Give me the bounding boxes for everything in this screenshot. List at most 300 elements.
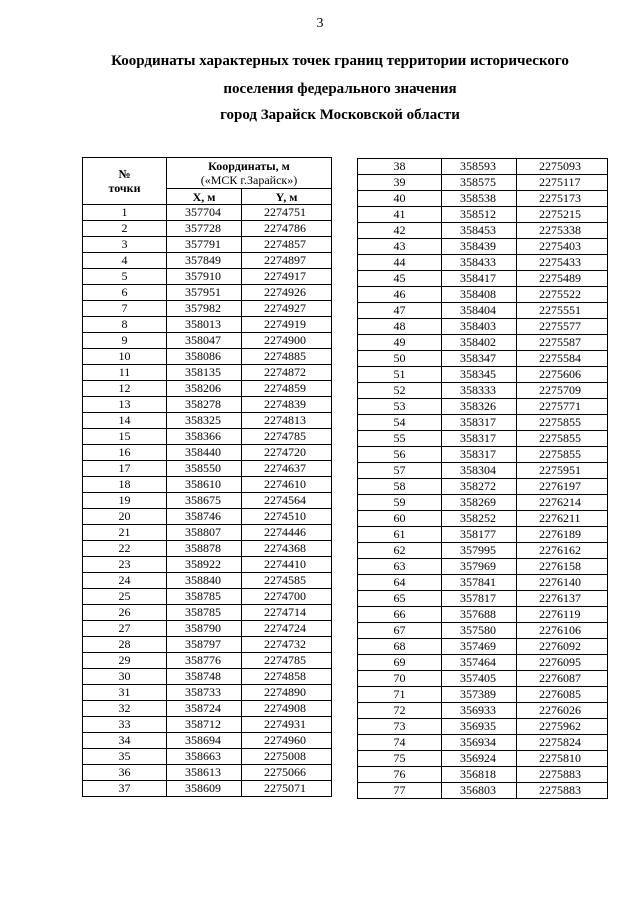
y-coordinate-cell: 2275522: [517, 287, 608, 303]
point-number-cell: 35: [83, 749, 167, 765]
x-coordinate-cell: 357469: [442, 639, 517, 655]
point-number-cell: 32: [83, 701, 167, 717]
y-column-header: Y, м: [242, 189, 332, 205]
point-word: точки: [108, 181, 141, 195]
point-number-cell: 74: [358, 735, 442, 751]
point-number-cell: 56: [358, 447, 442, 463]
x-coordinate-cell: 357995: [442, 543, 517, 559]
x-coordinate-cell: 358610: [167, 477, 242, 493]
table-row: [358, 319, 608, 335]
table-header-row: [83, 158, 332, 174]
coordinates-table-left: [82, 157, 332, 797]
table-row: [83, 605, 332, 621]
x-coordinate-cell: 357841: [442, 575, 517, 591]
y-coordinate-cell: 2275489: [517, 271, 608, 287]
right-table-body: [358, 159, 608, 799]
y-coordinate-cell: 2275008: [242, 749, 332, 765]
table-row: [83, 733, 332, 749]
x-coordinate-cell: 358135: [167, 365, 242, 381]
table-row: [83, 205, 332, 221]
x-coordinate-cell: 358403: [442, 319, 517, 335]
y-coordinate-cell: 2275215: [517, 207, 608, 223]
y-coordinate-cell: 2275551: [517, 303, 608, 319]
x-coordinate-cell: 357728: [167, 221, 242, 237]
y-coordinate-cell: 2275606: [517, 367, 608, 383]
x-coordinate-cell: 358086: [167, 349, 242, 365]
point-number-cell: 75: [358, 751, 442, 767]
x-coordinate-cell: 358512: [442, 207, 517, 223]
point-number-cell: 57: [358, 463, 442, 479]
table-row: [358, 543, 608, 559]
x-coordinate-cell: 356934: [442, 735, 517, 751]
y-coordinate-cell: 2275117: [517, 175, 608, 191]
table-row: [358, 511, 608, 527]
point-number-cell: 41: [358, 207, 442, 223]
point-number-cell: 65: [358, 591, 442, 607]
point-number-cell: 1: [83, 205, 167, 221]
x-coordinate-cell: 358272: [442, 479, 517, 495]
y-coordinate-cell: 2274931: [242, 717, 332, 733]
table-row: [83, 749, 332, 765]
y-coordinate-cell: 2274785: [242, 429, 332, 445]
title-line-1: Координаты характерных точек границ территории исторического: [111, 53, 569, 69]
x-coordinate-cell: 358538: [442, 191, 517, 207]
x-coordinate-cell: 358317: [442, 431, 517, 447]
y-coordinate-cell: 2274927: [242, 301, 332, 317]
y-coordinate-cell: 2276095: [517, 655, 608, 671]
table-row: [83, 637, 332, 653]
x-coordinate-cell: 358333: [442, 383, 517, 399]
y-coordinate-cell: 2275855: [517, 415, 608, 431]
y-coordinate-cell: 2274610: [242, 477, 332, 493]
point-number-cell: 15: [83, 429, 167, 445]
y-coordinate-cell: 2275771: [517, 399, 608, 415]
x-coordinate-cell: 358326: [442, 399, 517, 415]
x-coordinate-cell: 358317: [442, 447, 517, 463]
table-row: [358, 367, 608, 383]
y-coordinate-cell: 2274872: [242, 365, 332, 381]
x-coordinate-cell: 358807: [167, 525, 242, 541]
table-row: [358, 431, 608, 447]
point-number-cell: 27: [83, 621, 167, 637]
point-number-cell: 72: [358, 703, 442, 719]
point-number-cell: 53: [358, 399, 442, 415]
y-coordinate-cell: 2276106: [517, 623, 608, 639]
point-number-cell: 16: [83, 445, 167, 461]
point-number-cell: 31: [83, 685, 167, 701]
x-coordinate-cell: 358325: [167, 413, 242, 429]
coordinates-table-right: [357, 158, 608, 799]
x-coordinate-cell: 358733: [167, 685, 242, 701]
table-row: [83, 589, 332, 605]
x-coordinate-cell: 356818: [442, 767, 517, 783]
y-coordinate-cell: 2275962: [517, 719, 608, 735]
y-coordinate-cell: 2274857: [242, 237, 332, 253]
x-coordinate-cell: 358252: [442, 511, 517, 527]
point-number-cell: 77: [358, 783, 442, 799]
y-coordinate-cell: 2274786: [242, 221, 332, 237]
table-row: [83, 477, 332, 493]
point-number-cell: 22: [83, 541, 167, 557]
point-number-cell: 52: [358, 383, 442, 399]
y-coordinate-cell: 2274900: [242, 333, 332, 349]
y-coordinate-cell: 2276211: [517, 511, 608, 527]
x-coordinate-cell: 357580: [442, 623, 517, 639]
y-coordinate-cell: 2275587: [517, 335, 608, 351]
table-row: [358, 751, 608, 767]
point-number-cell: 61: [358, 527, 442, 543]
point-number-cell: 60: [358, 511, 442, 527]
x-coordinate-cell: 357951: [167, 285, 242, 301]
point-number-cell: 64: [358, 575, 442, 591]
table-row: [358, 639, 608, 655]
x-coordinate-cell: 357910: [167, 269, 242, 285]
y-coordinate-cell: 2276119: [517, 607, 608, 623]
y-coordinate-cell: 2274751: [242, 205, 332, 221]
table-row: [358, 191, 608, 207]
x-coordinate-cell: 357817: [442, 591, 517, 607]
point-number-cell: 6: [83, 285, 167, 301]
y-coordinate-cell: 2274732: [242, 637, 332, 653]
table-row: [358, 351, 608, 367]
point-number-cell: 8: [83, 317, 167, 333]
point-number-cell: 40: [358, 191, 442, 207]
table-row: [358, 575, 608, 591]
table-row: [83, 413, 332, 429]
y-coordinate-cell: 2274714: [242, 605, 332, 621]
y-coordinate-cell: 2274724: [242, 621, 332, 637]
y-coordinate-cell: 2274720: [242, 445, 332, 461]
point-number-cell: 29: [83, 653, 167, 669]
table-row: [358, 287, 608, 303]
x-coordinate-cell: 358748: [167, 669, 242, 685]
point-number-cell: 11: [83, 365, 167, 381]
table-row: [358, 687, 608, 703]
x-coordinate-cell: 358440: [167, 445, 242, 461]
x-coordinate-cell: 356933: [442, 703, 517, 719]
x-coordinate-cell: 358746: [167, 509, 242, 525]
y-coordinate-cell: 2275709: [517, 383, 608, 399]
y-coordinate-cell: 2274926: [242, 285, 332, 301]
table-row: [83, 333, 332, 349]
y-coordinate-cell: 2275824: [517, 735, 608, 751]
point-number-cell: 58: [358, 479, 442, 495]
x-coordinate-cell: 358345: [442, 367, 517, 383]
title-line-2: поселения федерального значения: [223, 81, 457, 97]
table-row: [83, 381, 332, 397]
table-row: [83, 525, 332, 541]
x-coordinate-cell: 358013: [167, 317, 242, 333]
table-row: [83, 445, 332, 461]
table-row: [83, 509, 332, 525]
point-number-cell: 3: [83, 237, 167, 253]
table-row: [83, 317, 332, 333]
x-coordinate-cell: 358694: [167, 733, 242, 749]
y-coordinate-cell: 2274446: [242, 525, 332, 541]
table-row: [358, 495, 608, 511]
y-coordinate-cell: 2274897: [242, 253, 332, 269]
point-number-cell: 26: [83, 605, 167, 621]
y-coordinate-cell: 2276214: [517, 495, 608, 511]
coordinate-system-header: («МСК г.Зарайск»): [167, 173, 332, 189]
table-row: [358, 271, 608, 287]
point-number-cell: 49: [358, 335, 442, 351]
table-row: [83, 701, 332, 717]
point-number-cell: 54: [358, 415, 442, 431]
y-coordinate-cell: 2274890: [242, 685, 332, 701]
y-coordinate-cell: 2274564: [242, 493, 332, 509]
y-coordinate-cell: 2276140: [517, 575, 608, 591]
x-coordinate-cell: 357389: [442, 687, 517, 703]
x-coordinate-cell: 358785: [167, 605, 242, 621]
table-row: [83, 621, 332, 637]
y-coordinate-cell: 2275577: [517, 319, 608, 335]
table-row: [83, 573, 332, 589]
y-coordinate-cell: 2274839: [242, 397, 332, 413]
point-number-cell: 67: [358, 623, 442, 639]
y-coordinate-cell: 2276085: [517, 687, 608, 703]
x-coordinate-cell: 358675: [167, 493, 242, 509]
y-coordinate-cell: 2275883: [517, 783, 608, 799]
x-coordinate-cell: 356935: [442, 719, 517, 735]
point-number-cell: 13: [83, 397, 167, 413]
point-number-cell: 38: [358, 159, 442, 175]
x-coordinate-cell: 357405: [442, 671, 517, 687]
y-coordinate-cell: 2275403: [517, 239, 608, 255]
table-row: [358, 223, 608, 239]
x-coordinate-cell: 357704: [167, 205, 242, 221]
table-row: [358, 159, 608, 175]
y-coordinate-cell: 2274785: [242, 653, 332, 669]
point-number-cell: 37: [83, 781, 167, 797]
point-number-cell: 62: [358, 543, 442, 559]
x-coordinate-cell: 358433: [442, 255, 517, 271]
x-coordinate-cell: 357849: [167, 253, 242, 269]
x-coordinate-cell: 356924: [442, 751, 517, 767]
point-number-cell: 68: [358, 639, 442, 655]
point-number-cell: 2: [83, 221, 167, 237]
point-number-cell: 36: [83, 765, 167, 781]
x-coordinate-cell: 358776: [167, 653, 242, 669]
y-coordinate-cell: 2274917: [242, 269, 332, 285]
table-row: [83, 765, 332, 781]
point-number-cell: 70: [358, 671, 442, 687]
point-number-cell: 12: [83, 381, 167, 397]
point-number-cell: 76: [358, 767, 442, 783]
table-row: [83, 349, 332, 365]
x-coordinate-cell: 358550: [167, 461, 242, 477]
table-row: [83, 653, 332, 669]
point-number-cell: 51: [358, 367, 442, 383]
y-coordinate-cell: 2275338: [517, 223, 608, 239]
left-table-body: [83, 205, 332, 797]
y-coordinate-cell: 2276162: [517, 543, 608, 559]
table-row: [358, 303, 608, 319]
y-coordinate-cell: 2275066: [242, 765, 332, 781]
y-coordinate-cell: 2275810: [517, 751, 608, 767]
table-row: [358, 383, 608, 399]
table-row: [83, 397, 332, 413]
point-number-cell: 47: [358, 303, 442, 319]
table-row: [83, 557, 332, 573]
table-row: [358, 735, 608, 751]
x-coordinate-cell: 358840: [167, 573, 242, 589]
x-coordinate-cell: 357969: [442, 559, 517, 575]
point-number-cell: 4: [83, 253, 167, 269]
y-coordinate-cell: 2274960: [242, 733, 332, 749]
point-number-cell: 69: [358, 655, 442, 671]
y-coordinate-cell: 2275855: [517, 431, 608, 447]
table-row: [358, 527, 608, 543]
x-coordinate-cell: 358404: [442, 303, 517, 319]
x-coordinate-cell: 358439: [442, 239, 517, 255]
y-coordinate-cell: 2274368: [242, 541, 332, 557]
table-row: [358, 415, 608, 431]
y-coordinate-cell: 2274510: [242, 509, 332, 525]
x-coordinate-cell: 358453: [442, 223, 517, 239]
y-coordinate-cell: 2274637: [242, 461, 332, 477]
point-number-cell: 17: [83, 461, 167, 477]
x-coordinate-cell: 358712: [167, 717, 242, 733]
y-coordinate-cell: 2275433: [517, 255, 608, 271]
table-row: [358, 703, 608, 719]
point-number-cell: 30: [83, 669, 167, 685]
y-coordinate-cell: 2274813: [242, 413, 332, 429]
y-coordinate-cell: 2276087: [517, 671, 608, 687]
x-coordinate-cell: 358206: [167, 381, 242, 397]
x-coordinate-cell: 358304: [442, 463, 517, 479]
table-row: [358, 767, 608, 783]
table-row: [358, 655, 608, 671]
table-row: [83, 461, 332, 477]
x-coordinate-cell: 357688: [442, 607, 517, 623]
point-number-header: [83, 158, 167, 205]
x-coordinate-cell: 358724: [167, 701, 242, 717]
x-coordinate-cell: 358609: [167, 781, 242, 797]
table-row: [83, 285, 332, 301]
y-coordinate-cell: 2274885: [242, 349, 332, 365]
table-row: [358, 447, 608, 463]
x-coordinate-cell: 357982: [167, 301, 242, 317]
y-coordinate-cell: 2275071: [242, 781, 332, 797]
x-coordinate-cell: 358408: [442, 287, 517, 303]
point-number-cell: 20: [83, 509, 167, 525]
y-coordinate-cell: 2276158: [517, 559, 608, 575]
x-coordinate-cell: 358575: [442, 175, 517, 191]
y-coordinate-cell: 2275584: [517, 351, 608, 367]
x-coordinate-cell: 358790: [167, 621, 242, 637]
point-number-cell: 63: [358, 559, 442, 575]
y-coordinate-cell: 2276092: [517, 639, 608, 655]
table-row: [83, 493, 332, 509]
table-row: [358, 623, 608, 639]
y-coordinate-cell: 2275173: [517, 191, 608, 207]
table-row: [83, 253, 332, 269]
y-coordinate-cell: 2276026: [517, 703, 608, 719]
x-coordinate-cell: 357791: [167, 237, 242, 253]
y-coordinate-cell: 2275951: [517, 463, 608, 479]
x-coordinate-cell: 358593: [442, 159, 517, 175]
table-row: [83, 301, 332, 317]
x-coordinate-cell: 358663: [167, 749, 242, 765]
y-coordinate-cell: 2274858: [242, 669, 332, 685]
x-coordinate-cell: 358177: [442, 527, 517, 543]
point-no-symbol: №: [118, 167, 131, 181]
table-row: [83, 685, 332, 701]
x-coordinate-cell: 358613: [167, 765, 242, 781]
x-coordinate-cell: 358347: [442, 351, 517, 367]
point-number-cell: 48: [358, 319, 442, 335]
y-coordinate-cell: 2274585: [242, 573, 332, 589]
table-row: [358, 719, 608, 735]
table-row: [358, 607, 608, 623]
y-coordinate-cell: 2276197: [517, 479, 608, 495]
point-number-cell: 5: [83, 269, 167, 285]
coordinates-header: Координаты, м: [167, 158, 332, 174]
point-number-cell: 43: [358, 239, 442, 255]
point-number-cell: 10: [83, 349, 167, 365]
x-coordinate-cell: 358878: [167, 541, 242, 557]
y-coordinate-cell: 2274410: [242, 557, 332, 573]
table-row: [83, 717, 332, 733]
y-coordinate-cell: 2274859: [242, 381, 332, 397]
table-row: [358, 255, 608, 271]
point-number-cell: 19: [83, 493, 167, 509]
x-coordinate-cell: 358417: [442, 271, 517, 287]
y-coordinate-cell: 2276137: [517, 591, 608, 607]
point-number-cell: 28: [83, 637, 167, 653]
table-row: [83, 237, 332, 253]
table-row: [358, 239, 608, 255]
x-coordinate-cell: 358402: [442, 335, 517, 351]
x-coordinate-cell: 358366: [167, 429, 242, 445]
table-row: [83, 269, 332, 285]
point-number-cell: 55: [358, 431, 442, 447]
x-coordinate-cell: 358269: [442, 495, 517, 511]
point-number-cell: 59: [358, 495, 442, 511]
point-number-cell: 24: [83, 573, 167, 589]
table-row: [83, 669, 332, 685]
point-number-cell: 14: [83, 413, 167, 429]
point-number-cell: 39: [358, 175, 442, 191]
point-number-cell: 45: [358, 271, 442, 287]
x-column-header: X, м: [167, 189, 242, 205]
x-coordinate-cell: 357464: [442, 655, 517, 671]
y-coordinate-cell: 2274919: [242, 317, 332, 333]
y-coordinate-cell: 2275093: [517, 159, 608, 175]
x-coordinate-cell: 358047: [167, 333, 242, 349]
table-row: [83, 541, 332, 557]
x-coordinate-cell: 358278: [167, 397, 242, 413]
point-number-cell: 7: [83, 301, 167, 317]
point-number-cell: 50: [358, 351, 442, 367]
point-number-cell: 25: [83, 589, 167, 605]
table-row: [358, 463, 608, 479]
point-number-cell: 34: [83, 733, 167, 749]
table-row: [358, 335, 608, 351]
point-number-cell: 23: [83, 557, 167, 573]
table-row: [358, 783, 608, 799]
x-coordinate-cell: 356803: [442, 783, 517, 799]
x-coordinate-cell: 358797: [167, 637, 242, 653]
point-number-cell: 66: [358, 607, 442, 623]
table-row: [83, 781, 332, 797]
x-coordinate-cell: 358922: [167, 557, 242, 573]
y-coordinate-cell: 2275883: [517, 767, 608, 783]
y-coordinate-cell: 2275855: [517, 447, 608, 463]
point-number-cell: 73: [358, 719, 442, 735]
table-row: [358, 671, 608, 687]
